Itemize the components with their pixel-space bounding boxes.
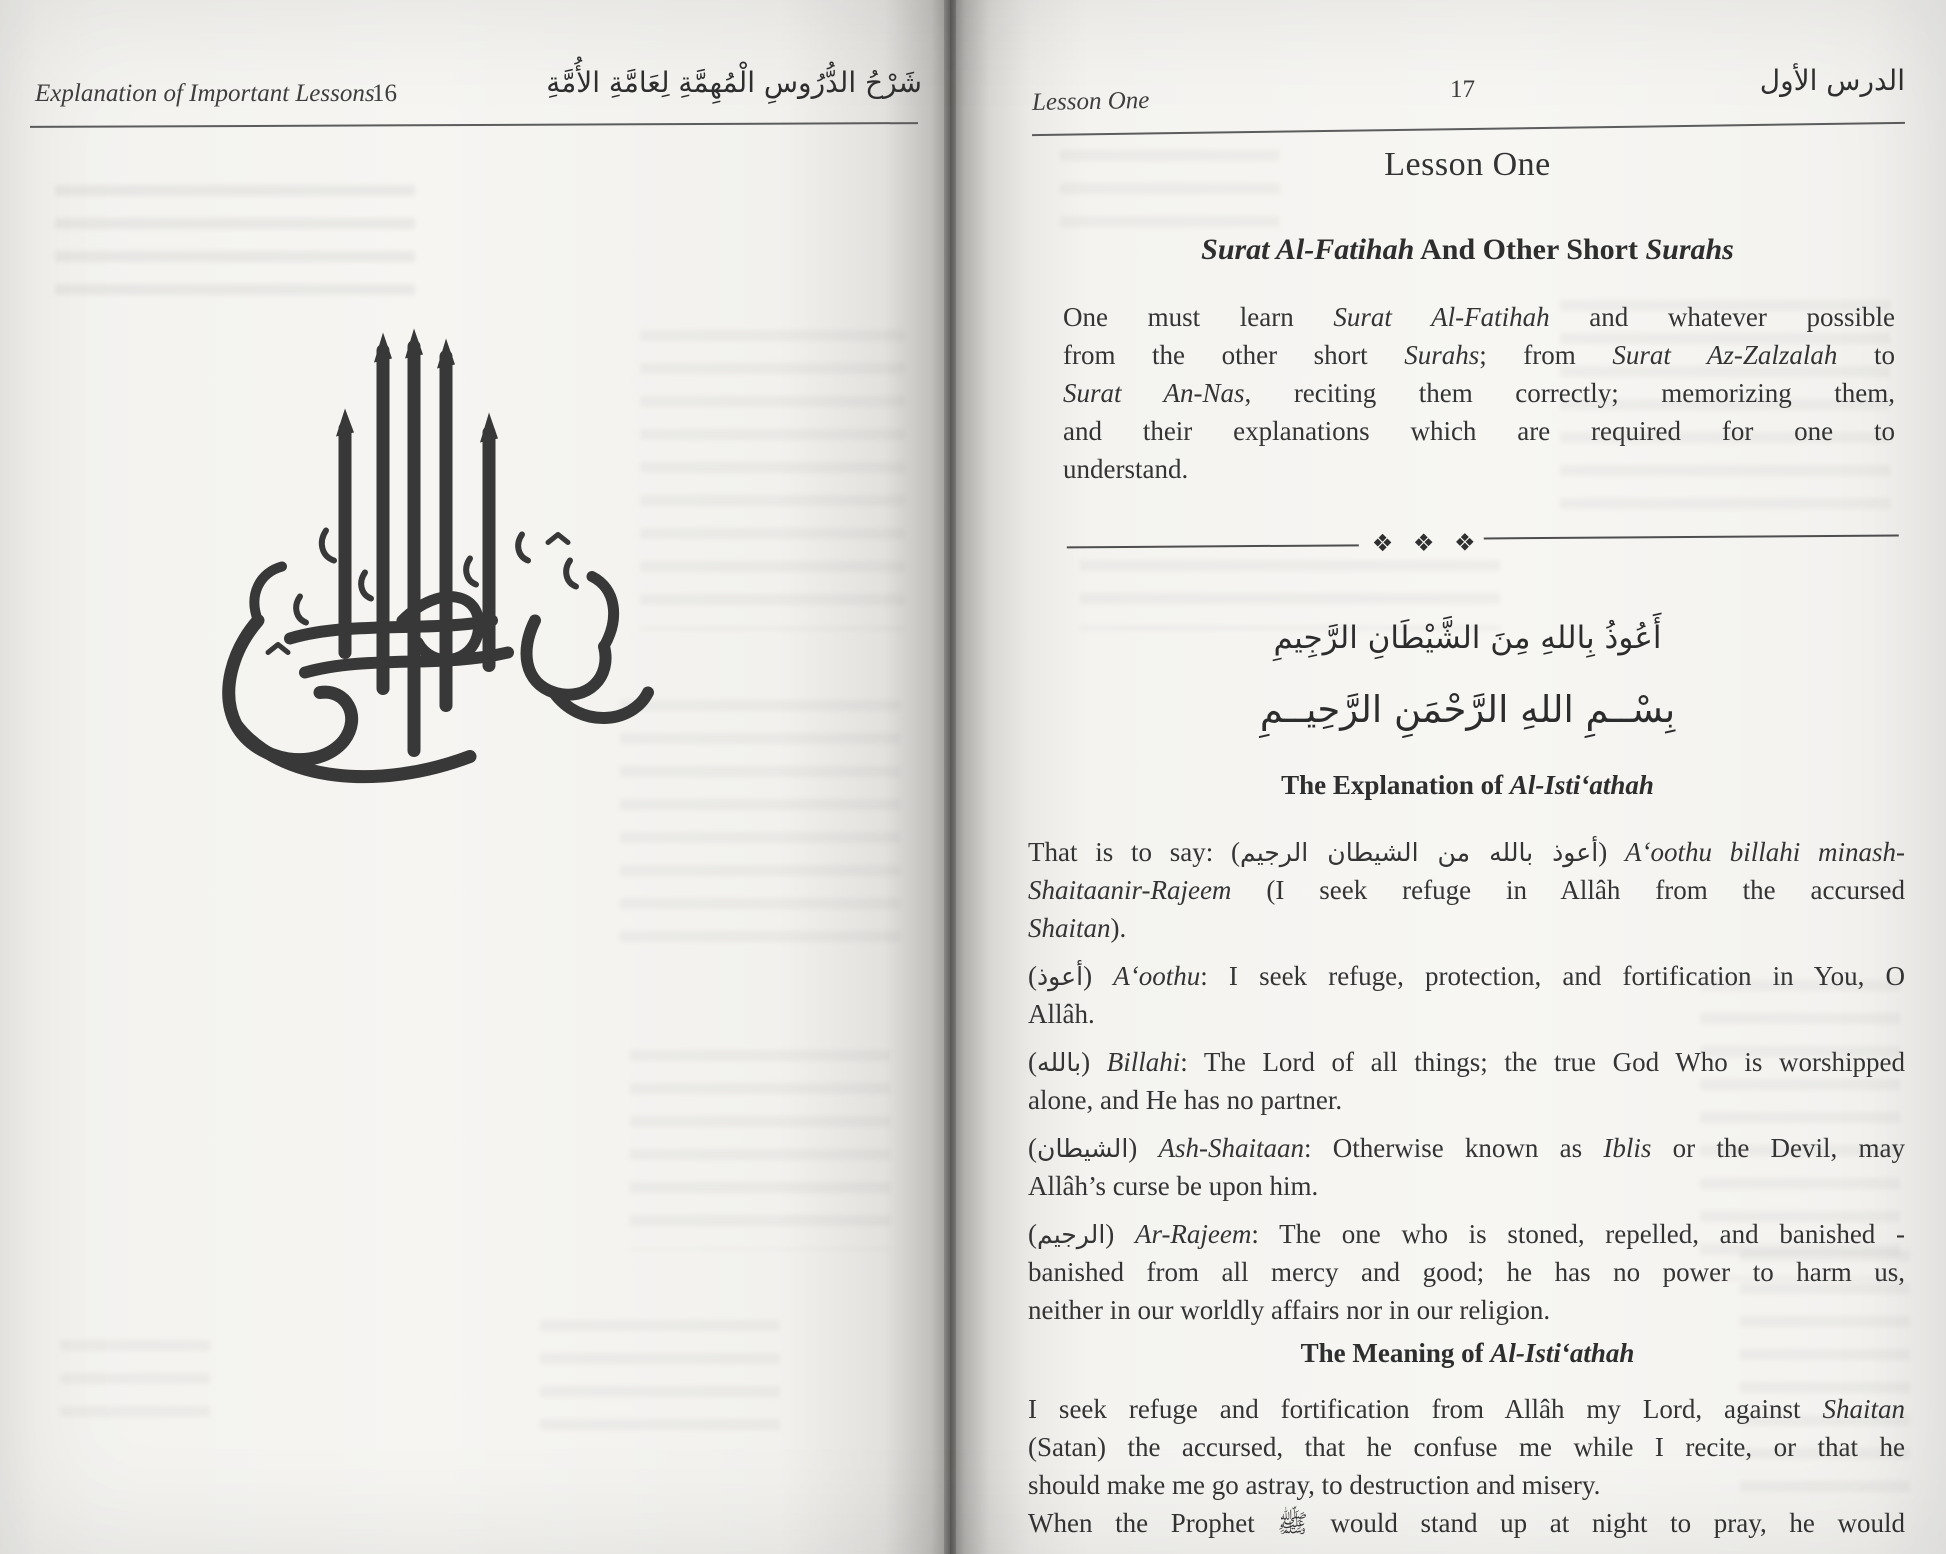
left-running-head: Explanation of Important Lessons bbox=[35, 80, 375, 107]
text-line: Shaitan). bbox=[1028, 913, 1127, 943]
text-line: alone, and He has no partner. bbox=[1028, 1085, 1343, 1115]
text-line: (أعوذ) A‘oothu: I seek refuge, protection, and fortification in You, O bbox=[1028, 961, 1906, 991]
chapter-title: Surat Al-Fatihah And Other Short Surahs bbox=[1201, 233, 1734, 266]
right-running-head: Lesson One bbox=[1031, 86, 1150, 117]
meaning-heading: The Meaning of Al-Isti‘athah bbox=[1300, 1338, 1635, 1368]
text-line: (الرجيم) Ar-Rajeem: The one who is stoned, repelled, and banished - bbox=[1028, 1219, 1905, 1249]
book-spine-gutter bbox=[944, 0, 956, 1554]
text-line: neither in our worldly affairs nor in our religion. bbox=[1028, 1295, 1551, 1325]
text-line: Shaitaanir-Rajeem (I seek refuge in Allâh from the accursed bbox=[1028, 875, 1905, 905]
text-line: Allâh. bbox=[1028, 999, 1095, 1029]
lesson-heading: Lesson One bbox=[1384, 146, 1551, 183]
text-line: (الشيطان) Ash-Shaitaan: Otherwise known as Iblis or the Devil, may bbox=[1028, 1133, 1905, 1163]
text-line: (بالله) Billahi: The Lord of all things; the true God Who is worshipped bbox=[1028, 1047, 1905, 1077]
right-page-number: 17 bbox=[1450, 76, 1475, 103]
text-line: understand. bbox=[1063, 454, 1189, 484]
istiathah-arabic-line: أَعُوذُ بِاللهِ مِنَ الشَّيْطَانِ الرَّجِيمِ bbox=[1273, 620, 1662, 656]
left-page-number: 16 bbox=[372, 80, 397, 107]
diamond-ornament: ❖ ❖ ❖ bbox=[1371, 528, 1482, 558]
text-line: should make me go astray, to destruction and misery. bbox=[1028, 1470, 1601, 1500]
text-line: I seek refuge and fortification from Allâh my Lord, against Shaitan bbox=[1028, 1394, 1905, 1424]
right-running-head-arabic: الدرس الأول bbox=[1759, 64, 1905, 97]
bismillah-calligraphy bbox=[140, 318, 670, 803]
text-line: Allâh’s curse be upon him. bbox=[1028, 1171, 1319, 1201]
text-line: That is to say: (أعوذ بالله من الشيطان الرجيم) A‘oothu billahi minash- bbox=[1028, 837, 1905, 867]
text-line: One must learn Surat Al-Fatihah and whatever possible bbox=[1063, 302, 1895, 332]
text-line: When the Prophet ﷺ would stand up at night to pray, he would bbox=[1028, 1508, 1905, 1538]
explanation-heading: The Explanation of Al-Isti‘athah bbox=[1281, 770, 1654, 800]
text-line: from the other short Surahs; from Surat Az-Zalzalah to bbox=[1063, 340, 1895, 370]
text-line: and their explanations which are required for one to bbox=[1063, 416, 1895, 446]
basmalah-arabic-line: بِسْــمِ اللهِ الرَّحْمَنِ الرَّحِيــمِ bbox=[1259, 688, 1676, 731]
left-running-head-arabic: شَرْحُ الدُّرُوسِ الْمُهِمَّةِ لِعَامَّةِ الأُمَّةِ bbox=[546, 66, 922, 99]
text-line: banished from all mercy and good; he has no power to harm us, bbox=[1028, 1257, 1905, 1287]
text-line: Surat An-Nas, reciting them correctly; memorizing them, bbox=[1063, 378, 1895, 408]
text-line: (Satan) the accursed, that he confuse me while I recite, or that he bbox=[1028, 1432, 1905, 1462]
